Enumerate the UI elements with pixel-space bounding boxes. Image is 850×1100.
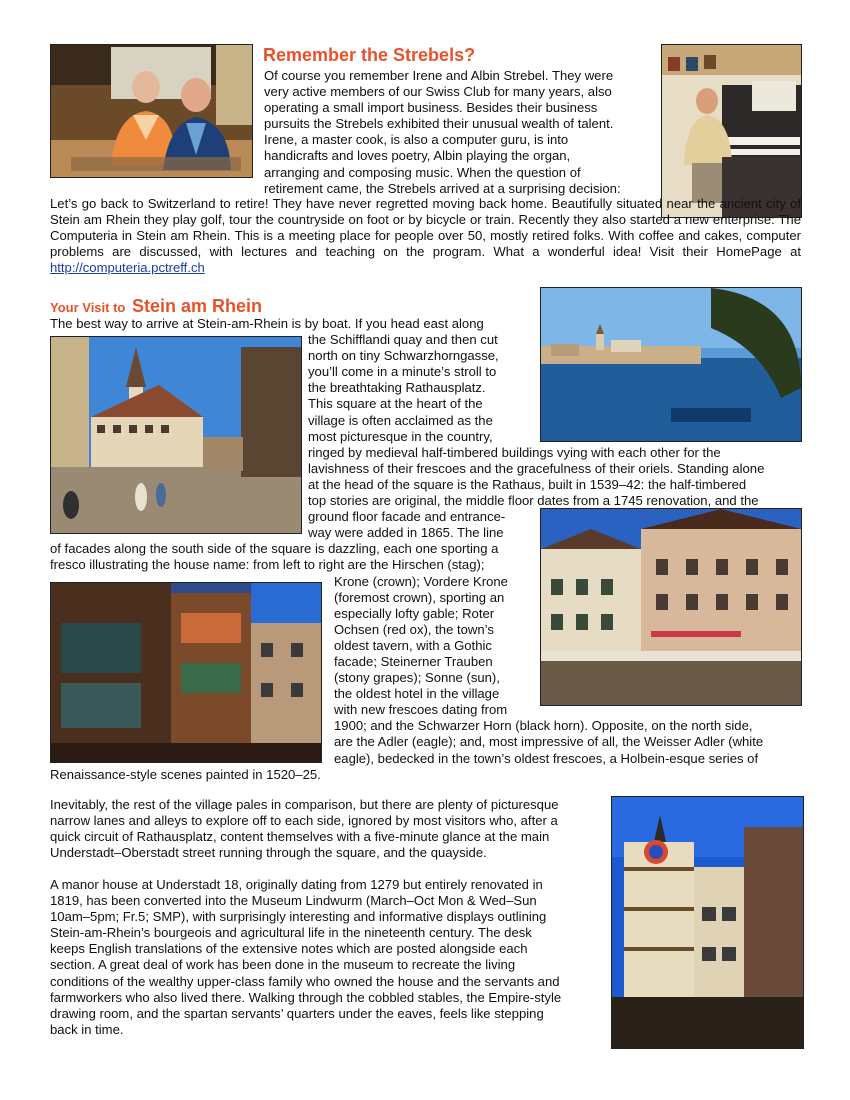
visit-line: village is often acclaimed as the xyxy=(308,412,493,428)
visit-line: fresco illustrating the house name: from left to right are the Hirschen (stag); xyxy=(50,557,485,573)
visit-line: way were added in 1865. The line xyxy=(308,525,504,541)
visit-line: (foremost crown), sporting an xyxy=(334,589,505,605)
museum-line: section. A great deal of work has been done in the museum to recreate the living xyxy=(50,957,516,973)
visit-line: top stories are original, the middle floor dates from a 1745 renovation, and the xyxy=(308,493,759,509)
museum-line: A manor house at Understadt 18, originally dating from 1279 but entirely renovated in xyxy=(50,877,543,892)
museum-line: drawing room, and the spartan servants’ quarters under the eaves, feels like stepping xyxy=(50,1005,544,1021)
clock-tower-photo xyxy=(611,796,804,1049)
visit-title-prefix: Your Visit to xyxy=(50,300,126,315)
strebel-line: operating a small import business. Besides their business xyxy=(264,100,598,116)
visit-line: north on tiny Schwarzhorngasse, xyxy=(308,348,499,364)
organ-player-photo xyxy=(661,44,802,218)
visit-line: ground floor facade and entrance- xyxy=(308,509,506,525)
museum-line: conditions of the wealthy upper-class family who owned the house and the servants and xyxy=(50,973,560,989)
visit-line: especially lofty gable; Roter xyxy=(334,605,495,621)
visit-line: Renaissance-style scenes painted in 1520–25. xyxy=(50,766,321,782)
visit-line: Krone (crown); Vordere Krone xyxy=(334,573,508,589)
visit-line: Ochsen (red ox), the town’s xyxy=(334,621,494,637)
oriel-street-photo xyxy=(50,582,322,763)
strebel-couple-photo xyxy=(50,44,253,178)
visit-line: The best way to arrive at Stein-am-Rhein is by boat. If you head east along xyxy=(50,316,484,331)
inevitably-paragraph xyxy=(50,797,598,861)
museum-line: 10am–5pm; Fr.5; SMP), with surprisingly interesting and informative displays outlining xyxy=(50,909,547,925)
visit-line: 1900; and the Schwarzer Horn (black horn). Opposite, on the north side, xyxy=(334,718,753,734)
visit-line: of facades along the south side of the square is dazzling, each one sporting a xyxy=(50,541,499,557)
strebel-paragraph-wrapped xyxy=(264,68,649,197)
visit-line: This square at the heart of the xyxy=(308,396,483,412)
inevitably-line: narrow lanes and alleys to explore off to each side, ignored by most visitors who, after a xyxy=(50,813,558,829)
visit-line: ringed by medieval half-timbered buildings vying with each other for the xyxy=(308,444,721,460)
strebel-paragraph-full xyxy=(50,196,801,276)
inevitably-line: Understadt–Oberstadt street running through the square, and the quayside. xyxy=(50,845,487,861)
visit-line: are the Adler (eagle); and, most impressive of all, the Weisser Adler (white xyxy=(334,734,764,750)
visit-line: at the head of the square is the Rathaus, built in 1539–42: the half-timbered xyxy=(308,476,747,492)
museum-line: back in time. xyxy=(50,1021,124,1037)
strebel-line: handicrafts and loves poetry, Albin playing the organ, xyxy=(264,148,571,164)
museum-line: keeps English translations of the extensive notes which are posted alongside each xyxy=(50,941,528,957)
visit-line: most picturesque in the country, xyxy=(308,428,493,444)
strebel-title: Remember the Strebels? xyxy=(263,45,476,65)
strebel-paragraph-body: Let’s go back to Switzerland to retire! They have never regretted moving back home. Beautifully situated near the ancient city of Stein am Rhein they play golf, tour the countryside on foot or by bicycle or train. Recently they also started a new enterprise: The Computeria in Stein am Rhein. This is a meeting place for people over 50, mostly retired folks. With coffee and cakes, computer problems are discussed, with lectures and teaching on the program. What a wonderful idea! Visit their HomePage at xyxy=(50,196,801,260)
visit-line: eagle), bedecked in the town’s oldest frescoes, a Holbein-esque series of xyxy=(334,750,759,766)
inevitably-line: quick circuit of Rathausplatz, content themselves with a five-minute glance at the main xyxy=(50,829,550,845)
museum-line: Stein-am-Rhein’s bourgeois and agricultural life in the nineteenth century. The desk xyxy=(50,925,532,941)
strebel-line: retirement came, the Strebels arrived at a surprising decision: xyxy=(264,180,621,196)
strebel-line: arranging and composing music. When the question of xyxy=(264,164,581,180)
visit-line: oldest tavern, with a Gothic xyxy=(334,637,492,653)
visit-line: the Schifflandi quay and then cut xyxy=(308,332,498,348)
visit-line: you’ll come in a minute’s stroll to xyxy=(308,364,497,380)
visit-line: the oldest hotel in the village xyxy=(334,686,500,702)
computeria-homepage-link[interactable]: http://computeria.pctreff.ch xyxy=(50,260,205,276)
museum-line: 1819, has been converted into the Museum Lindwurm (March–Oct Mon & Wed–Sun xyxy=(50,893,537,909)
inevitably-line: Inevitably, the rest of the village pales in comparison, but there are plenty of picturesque xyxy=(50,797,559,812)
strebel-line: Of course you remember Irene and Albin Strebel. They were xyxy=(264,68,614,83)
visit-line: the breathtaking Rathausplatz. xyxy=(308,380,486,396)
strebel-line: very active members of our Swiss Club for many years, also xyxy=(264,84,612,100)
visit-line: (stony grapes); Sonne (sun), xyxy=(334,670,500,686)
museum-paragraph xyxy=(50,877,598,1038)
visit-line: lavishness of their frescoes and the gracefulness of their oriels. Standing alone xyxy=(308,460,765,476)
frescoed-facades-photo xyxy=(540,508,802,706)
museum-line: farmworkers who also lived there. Walking through the cobbled stables, the Empire-style xyxy=(50,989,562,1005)
visit-line: with new frescoes dating from xyxy=(334,702,508,718)
strebel-line: Irene, a master cook, is also a computer guru, is into xyxy=(264,132,569,148)
strebel-line: pursuits the Strebels exhibited their unusual wealth of talent. xyxy=(264,116,614,132)
visit-line: facade; Steinerner Trauben xyxy=(334,653,493,669)
visit-title xyxy=(50,295,262,318)
visit-title-main: Stein am Rhein xyxy=(132,296,263,316)
